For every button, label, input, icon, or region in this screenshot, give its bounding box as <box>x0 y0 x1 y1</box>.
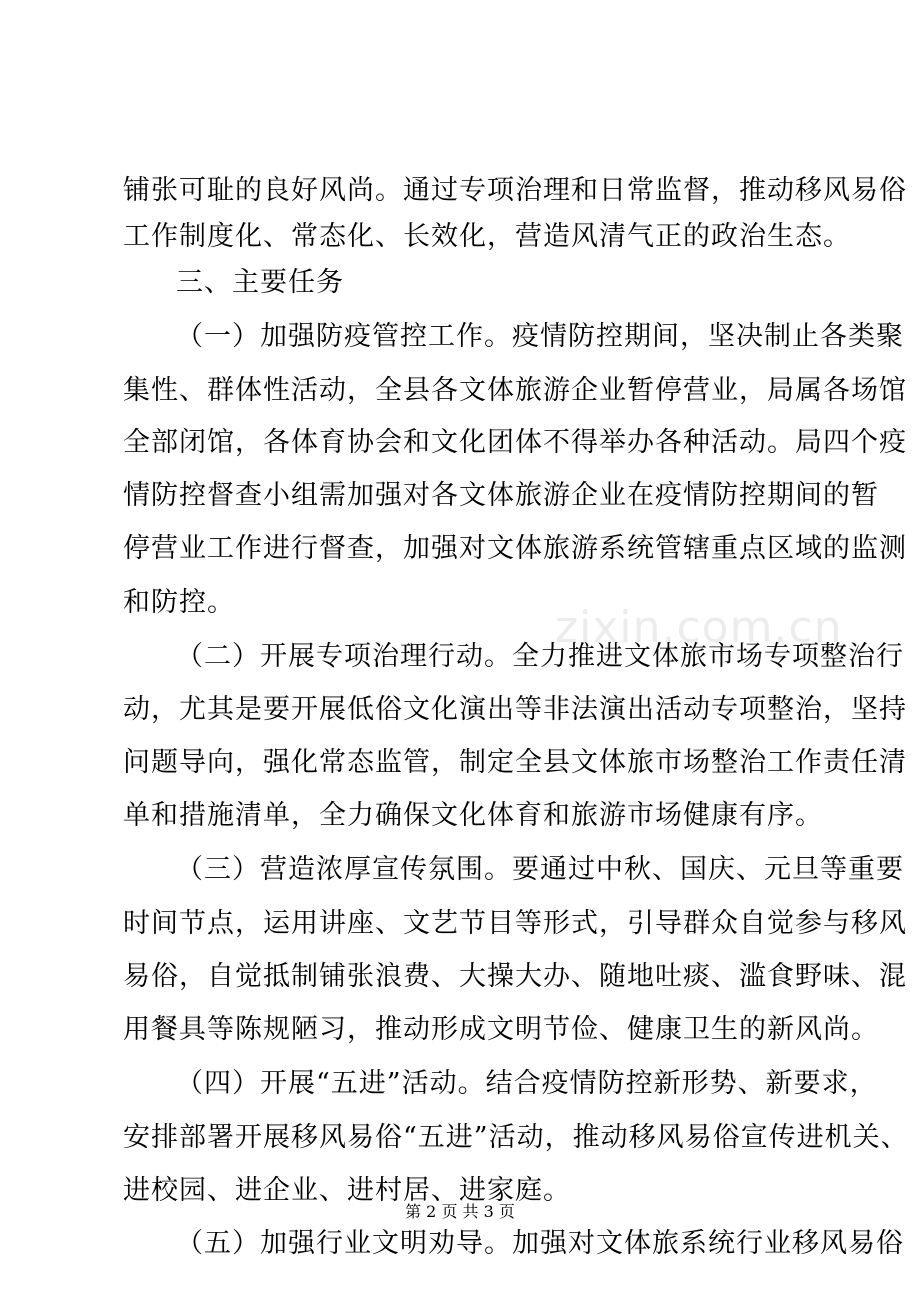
body-line: 和防控。 <box>123 587 235 618</box>
body-line: 动，尤其是要开展低俗文化演出等非法演出活动专项整治，坚持 <box>123 694 907 725</box>
body-line: （三）营造浓厚宣传氛围。要通过中秋、国庆、元旦等重要 <box>176 854 904 885</box>
section-heading: 三、主要任务 <box>176 267 344 298</box>
body-line: 全部闭馆，各体育协会和文化团体不得举办各种活动。局四个疫 <box>123 427 907 458</box>
body-line: 工作制度化、常态化、长效化，营造风清气正的政治生态。 <box>123 221 851 252</box>
body-line: （二）开展专项治理行动。全力推进文体旅市场专项整治行 <box>176 641 904 672</box>
body-line: 进校园、进企业、进村居、进家庭。 <box>123 1175 571 1206</box>
body-line: 时间节点，运用讲座、文艺节目等形式，引导群众自觉参与移风 <box>123 908 907 939</box>
body-line: （一）加强防疫管控工作。疫情防控期间，坚决制止各类聚 <box>176 321 904 352</box>
body-line: 问题导向，强化常态监管，制定全县文体旅市场整治工作责任清 <box>123 747 907 778</box>
watermark: zixin.com.cn <box>555 602 843 653</box>
body-line: 情防控督查小组需加强对各文体旅游企业在疫情防控期间的暂 <box>123 480 879 511</box>
body-line: 用餐具等陈规陋习，推动形成文明节俭、健康卫生的新风尚。 <box>123 1014 879 1045</box>
body-line: 停营业工作进行督查，加强对文体旅游系统管辖重点区域的监测 <box>123 533 907 564</box>
body-line: 集性、群体性活动，全县各文体旅游企业暂停营业，局属各场馆 <box>123 375 907 406</box>
body-line: （五）加强行业文明劝导。加强对文体旅系统行业移风易俗 <box>176 1228 904 1259</box>
page-footer: 第 2 页 共 3 页 <box>405 1202 515 1221</box>
body-line: 安排部署开展移风易俗“五进”活动，推动移风易俗宣传进机关、 <box>123 1122 909 1153</box>
body-line: 易俗，自觉抵制铺张浪费、大操大办、随地吐痰、滥食野味、混 <box>123 961 907 992</box>
body-line: 铺张可耻的良好风尚。通过专项治理和日常监督，推动移风易俗 <box>123 175 907 206</box>
body-line: 单和措施清单，全力确保文化体育和旅游市场健康有序。 <box>123 800 823 831</box>
body-line: （四）开展“五进”活动。结合疫情防控新形势、新要求， <box>176 1068 878 1099</box>
